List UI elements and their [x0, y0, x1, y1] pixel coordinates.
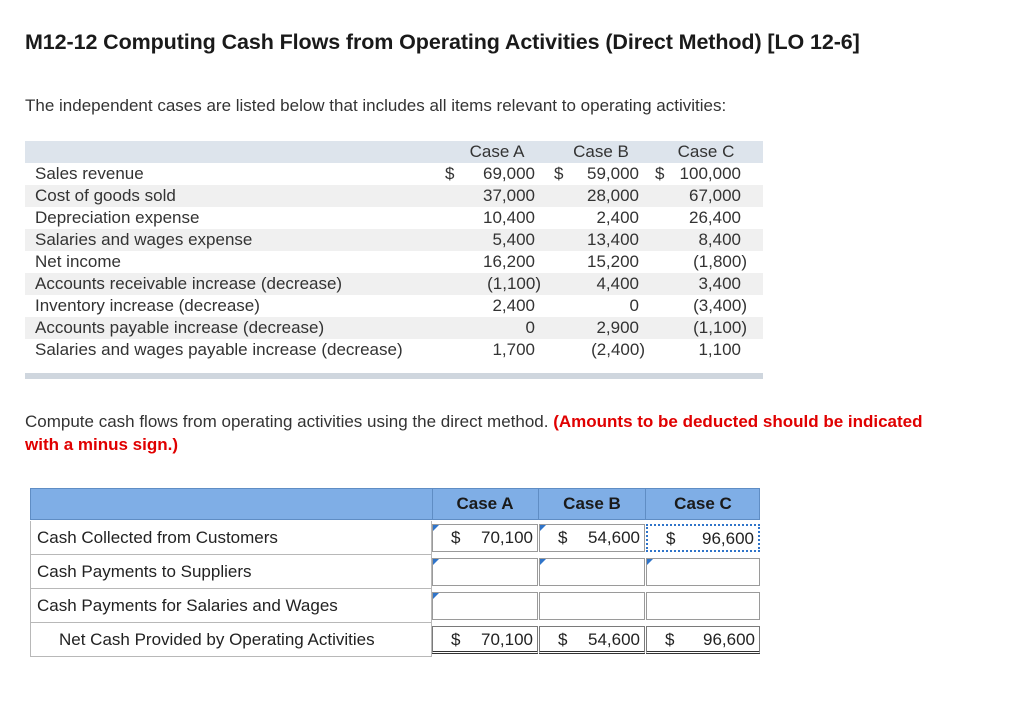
- given-header-case-b: Case B: [573, 142, 629, 161]
- given-value-case-b: 2,900: [596, 318, 639, 337]
- input-marker-icon: [540, 559, 546, 565]
- dollar-sign: $: [451, 630, 461, 649]
- input-marker-icon: [433, 559, 439, 565]
- page-title: M12-12 Computing Cash Flows from Operating Activities (Direct Method) [LO 12-6]: [25, 30, 860, 54]
- given-row-label: Cost of goods sold: [35, 186, 176, 205]
- net-cash-case-a-value: [432, 626, 538, 654]
- given-row: [25, 163, 763, 185]
- given-value-case-b: 13,400: [587, 230, 639, 249]
- answer-row: [30, 521, 760, 555]
- given-value-case-c: 1,100: [698, 340, 741, 359]
- given-value-case-b: 28,000: [587, 186, 639, 205]
- given-value-case-c: 3,400: [698, 274, 741, 293]
- dollar-sign: $: [451, 528, 461, 547]
- payments-salaries-case-a-input[interactable]: [432, 592, 538, 620]
- given-row: [25, 295, 763, 317]
- answer-total-label: Net Cash Provided by Operating Activities: [30, 623, 432, 657]
- dollar-sign: $: [558, 528, 568, 547]
- input-marker-icon: [433, 593, 439, 599]
- input-marker-icon: [540, 525, 546, 531]
- given-row-label: Inventory increase (decrease): [35, 296, 260, 315]
- given-row-label: Accounts payable increase (decrease): [35, 318, 325, 337]
- dollar-sign: $: [655, 164, 665, 183]
- payments-suppliers-case-b-input[interactable]: [539, 558, 645, 586]
- total-value: 96,600: [703, 630, 755, 649]
- payments-suppliers-case-a-input[interactable]: [432, 558, 538, 586]
- given-value-case-c: 67,000: [689, 186, 741, 205]
- given-header-case-a: Case A: [469, 142, 525, 161]
- answer-header-case-c: Case C: [674, 494, 732, 513]
- given-value-case-b: 59,000: [587, 164, 639, 183]
- given-value-case-b: 2,400: [596, 208, 639, 227]
- cash-collected-case-c-input[interactable]: [646, 524, 760, 552]
- given-value-case-b: (2,400): [591, 340, 645, 359]
- given-value-case-a: 2,400: [492, 296, 535, 315]
- given-value-case-a: 69,000: [483, 164, 535, 183]
- payments-suppliers-case-c-input[interactable]: [646, 558, 760, 586]
- total-value: 54,600: [588, 630, 640, 649]
- given-row: [25, 185, 763, 207]
- given-row-label: Sales revenue: [35, 164, 144, 183]
- answer-row-label: Cash Payments to Suppliers: [30, 555, 432, 589]
- intro-text: The independent cases are listed below that includes all items relevant to operating activities:: [25, 96, 727, 115]
- answer-header-case-b: Case B: [563, 494, 621, 513]
- given-value-case-c: (1,100): [693, 318, 747, 337]
- given-value-case-a: 10,400: [483, 208, 535, 227]
- given-row: [25, 251, 763, 273]
- answer-row-label: Cash Collected from Customers: [30, 521, 432, 555]
- given-table-header: [25, 141, 763, 163]
- dollar-sign: $: [445, 164, 455, 183]
- net-cash-case-b-value: [539, 626, 645, 654]
- given-value-case-c: (3,400): [693, 296, 747, 315]
- given-value-case-a: 16,200: [483, 252, 535, 271]
- given-value-case-b: 0: [629, 296, 639, 315]
- cash-collected-case-b-input[interactable]: [539, 524, 645, 552]
- instruction-emphasis: (Amounts to be deducted should be indicated with a minus sign.): [25, 412, 923, 454]
- given-row: [25, 207, 763, 229]
- dollar-sign: $: [558, 630, 568, 649]
- given-row-label: Accounts receivable increase (decrease): [35, 274, 343, 293]
- answer-total-row: [30, 623, 760, 657]
- input-marker-icon: [433, 525, 439, 531]
- dollar-sign: $: [665, 630, 675, 649]
- input-value: 70,100: [481, 528, 533, 547]
- answer-row-label: Cash Payments for Salaries and Wages: [30, 589, 432, 623]
- net-cash-case-c-value: [646, 626, 760, 654]
- payments-salaries-case-c-input[interactable]: [646, 592, 760, 620]
- dollar-sign: $: [554, 164, 564, 183]
- given-value-case-b: 4,400: [596, 274, 639, 293]
- given-value-case-a: 5,400: [492, 230, 535, 249]
- input-value: 54,600: [588, 528, 640, 547]
- given-value-case-c: (1,800): [693, 252, 747, 271]
- given-header-case-c: Case C: [677, 142, 735, 161]
- given-value-case-b: 15,200: [587, 252, 639, 271]
- given-row-label: Salaries and wages payable increase (decrease): [35, 340, 403, 359]
- given-value-case-c: 100,000: [679, 164, 741, 183]
- answer-row: [30, 589, 760, 623]
- input-value: 96,600: [702, 529, 754, 548]
- given-value-case-a: 37,000: [483, 186, 535, 205]
- total-value: 70,100: [481, 630, 533, 649]
- cash-collected-case-a-input[interactable]: [432, 524, 538, 552]
- given-value-case-a: 1,700: [492, 340, 535, 359]
- given-row: [25, 317, 763, 339]
- table-divider: [25, 373, 763, 379]
- answer-header-case-a: Case A: [456, 494, 514, 513]
- given-value-case-a: (1,100): [487, 274, 541, 293]
- dollar-sign: $: [666, 529, 676, 548]
- answer-row: [30, 555, 760, 589]
- instruction-text: [25, 410, 945, 456]
- payments-salaries-case-b-input[interactable]: [539, 592, 645, 620]
- given-row-label: Salaries and wages expense: [35, 230, 253, 249]
- given-row: [25, 273, 763, 295]
- instruction-main: Compute cash flows from operating activities using the direct method.: [25, 412, 549, 431]
- given-row: [25, 229, 763, 251]
- given-row-label: Net income: [35, 252, 121, 271]
- given-value-case-c: 8,400: [698, 230, 741, 249]
- given-row: [25, 339, 763, 361]
- given-value-case-a: 0: [525, 318, 535, 337]
- answer-table: [30, 488, 760, 658]
- input-marker-icon: [647, 559, 653, 565]
- given-row-label: Depreciation expense: [35, 208, 200, 227]
- given-value-case-c: 26,400: [689, 208, 741, 227]
